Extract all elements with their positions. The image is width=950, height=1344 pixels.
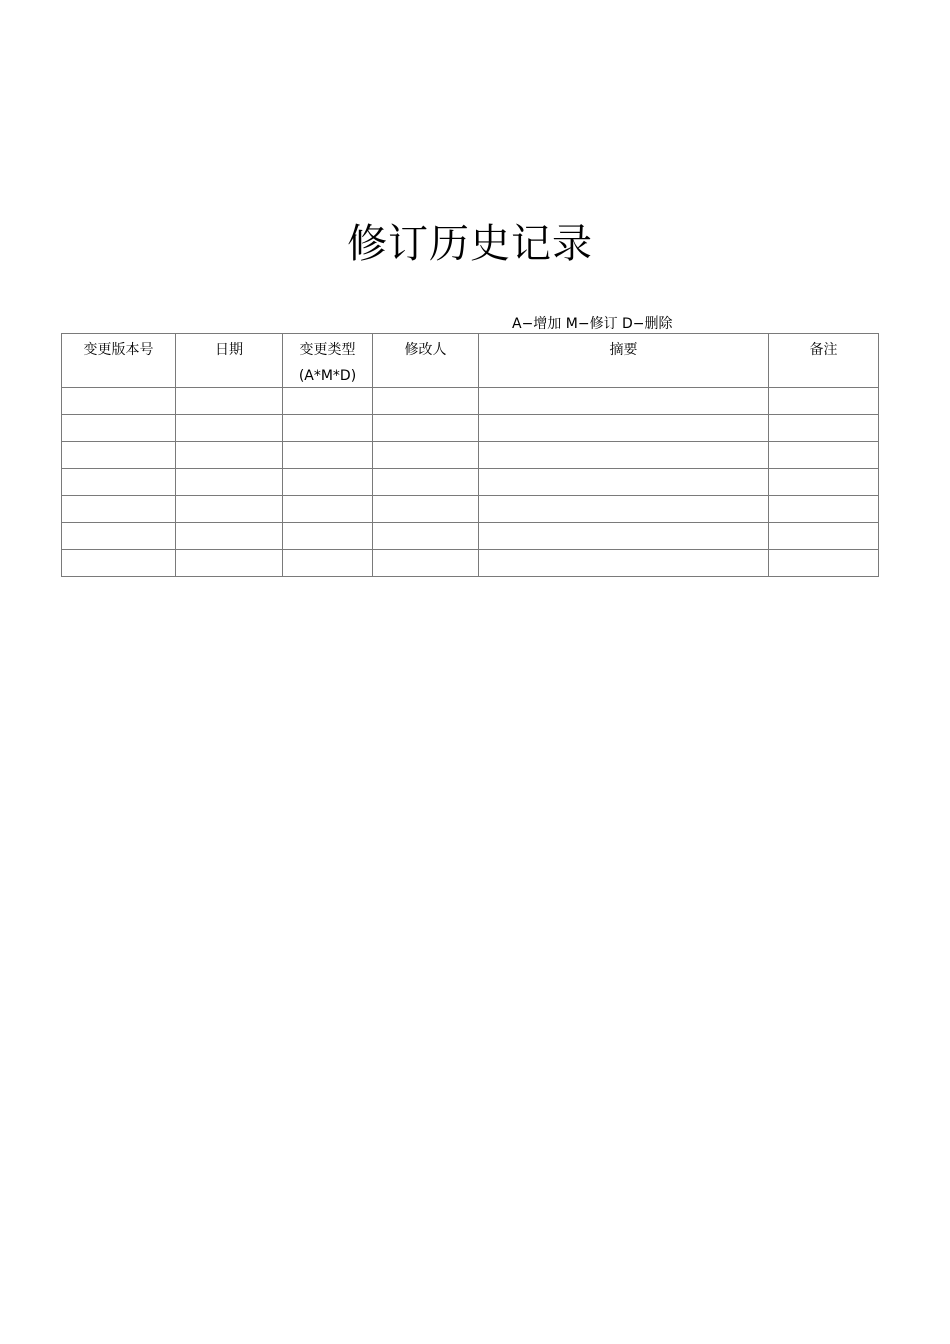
column-header-label: 日期 — [215, 342, 243, 358]
table-cell[interactable] — [176, 523, 283, 550]
table-cell[interactable] — [769, 550, 879, 577]
table-row — [62, 415, 879, 442]
table-cell[interactable] — [283, 388, 373, 415]
table-cell[interactable] — [283, 523, 373, 550]
table-row — [62, 469, 879, 496]
column-header-label: 备注 — [809, 342, 838, 358]
table-cell[interactable] — [62, 442, 176, 469]
table-cell[interactable] — [283, 550, 373, 577]
change-type-legend: A−增加 M−修订 D−删除 — [512, 316, 673, 332]
table-body — [62, 388, 879, 577]
table-cell[interactable] — [176, 415, 283, 442]
column-header-modifier — [373, 334, 479, 388]
table-row — [62, 523, 879, 550]
column-header-summary — [479, 334, 769, 388]
table-cell[interactable] — [373, 550, 479, 577]
table-row — [62, 496, 879, 523]
table-cell[interactable] — [373, 442, 479, 469]
table-cell[interactable] — [479, 469, 769, 496]
table-cell[interactable] — [373, 523, 479, 550]
table-cell[interactable] — [479, 415, 769, 442]
column-header-label: 变更版本号 — [83, 342, 154, 358]
table-cell[interactable] — [283, 496, 373, 523]
column-header-label: 修改人 — [404, 342, 447, 358]
table-cell[interactable] — [373, 415, 479, 442]
column-header-label: 变更类型 — [299, 342, 356, 358]
column-header-remarks — [769, 334, 879, 388]
table-cell[interactable] — [62, 496, 176, 523]
table-cell[interactable] — [373, 496, 479, 523]
column-header-date — [176, 334, 283, 388]
table-row — [62, 442, 879, 469]
table-cell[interactable] — [62, 523, 176, 550]
table-cell[interactable] — [176, 550, 283, 577]
table-row — [62, 388, 879, 415]
table-cell[interactable] — [283, 469, 373, 496]
table-cell[interactable] — [176, 469, 283, 496]
table-cell[interactable] — [479, 388, 769, 415]
column-header-label: 摘要 — [609, 342, 638, 358]
table-cell[interactable] — [62, 388, 176, 415]
table-row — [62, 550, 879, 577]
table-cell[interactable] — [62, 550, 176, 577]
table-cell[interactable] — [176, 496, 283, 523]
column-header-change-type — [283, 334, 373, 388]
revision-history-table — [61, 333, 879, 577]
table-cell[interactable] — [479, 523, 769, 550]
table-cell[interactable] — [176, 388, 283, 415]
table-cell[interactable] — [769, 496, 879, 523]
table-cell[interactable] — [769, 523, 879, 550]
table-cell[interactable] — [373, 469, 479, 496]
table-cell[interactable] — [769, 442, 879, 469]
table-cell[interactable] — [479, 442, 769, 469]
table-cell[interactable] — [176, 442, 283, 469]
column-header-sublabel: (A*M*D) — [298, 368, 357, 384]
table-cell[interactable] — [479, 550, 769, 577]
column-header-version — [62, 334, 176, 388]
table-cell[interactable] — [62, 469, 176, 496]
table-header-row — [62, 334, 879, 388]
table-cell[interactable] — [769, 388, 879, 415]
table-cell[interactable] — [283, 415, 373, 442]
table-cell[interactable] — [479, 496, 769, 523]
page-title: 修订历史记录 — [347, 221, 593, 267]
table-cell[interactable] — [62, 415, 176, 442]
table-cell[interactable] — [769, 415, 879, 442]
table-cell[interactable] — [373, 388, 479, 415]
table-cell[interactable] — [283, 442, 373, 469]
table-cell[interactable] — [769, 469, 879, 496]
